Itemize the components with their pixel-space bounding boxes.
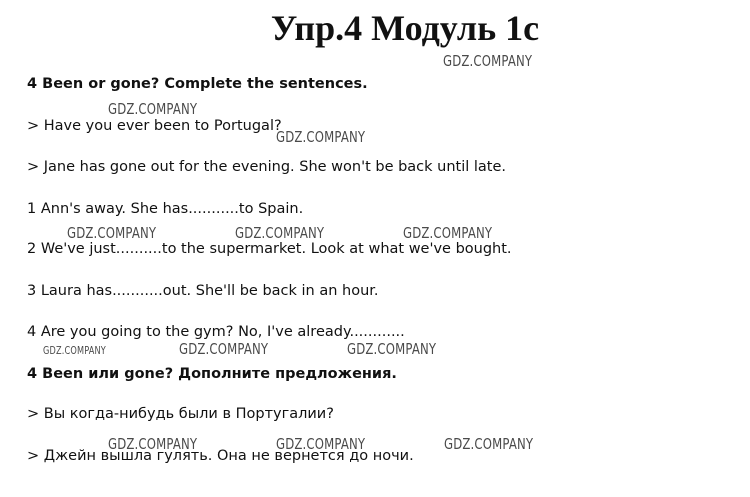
watermark: GDZ.COMPANY: [443, 52, 533, 70]
watermark: GDZ.COMPANY: [235, 224, 325, 242]
task-sentence-2: 2 We've just..........to the supermarket. Look at what we've bought.: [27, 241, 512, 257]
watermark: GDZ.COMPANY: [43, 345, 106, 357]
exercise-heading-en: 4 Been or gone? Complete the sentences.: [27, 76, 368, 92]
task-sentence-3: 3 Laura has...........out. She'll be back in an hour.: [27, 283, 379, 299]
translation-sentence-1: > Вы когда-нибудь были в Португалии?: [27, 406, 334, 422]
watermark: GDZ.COMPANY: [108, 435, 198, 453]
watermark: GDZ.COMPANY: [403, 224, 493, 242]
page-title: Упр.4 Модуль 1с: [270, 8, 540, 48]
exercise-heading-ru: 4 Been или gone? Дополните предложения.: [27, 366, 397, 382]
watermark: GDZ.COMPANY: [347, 340, 437, 358]
watermark: GDZ.COMPANY: [67, 224, 157, 242]
watermark: GDZ.COMPANY: [108, 100, 198, 118]
example-sentence-1: > Have you ever been to Portugal?: [27, 118, 282, 134]
watermark: GDZ.COMPANY: [276, 128, 366, 146]
task-sentence-4: 4 Are you going to the gym? No, I've already............: [27, 324, 405, 340]
task-sentence-1: 1 Ann's away. She has...........to Spain.: [27, 201, 304, 217]
translation-sentence-2: > Джейн вышла гулять. Она не вернется до ночи.: [27, 448, 414, 464]
watermark: GDZ.COMPANY: [179, 340, 269, 358]
watermark: GDZ.COMPANY: [444, 435, 534, 453]
example-sentence-2: > Jane has gone out for the evening. She won't be back until late.: [27, 159, 507, 175]
watermark: GDZ.COMPANY: [276, 435, 366, 453]
